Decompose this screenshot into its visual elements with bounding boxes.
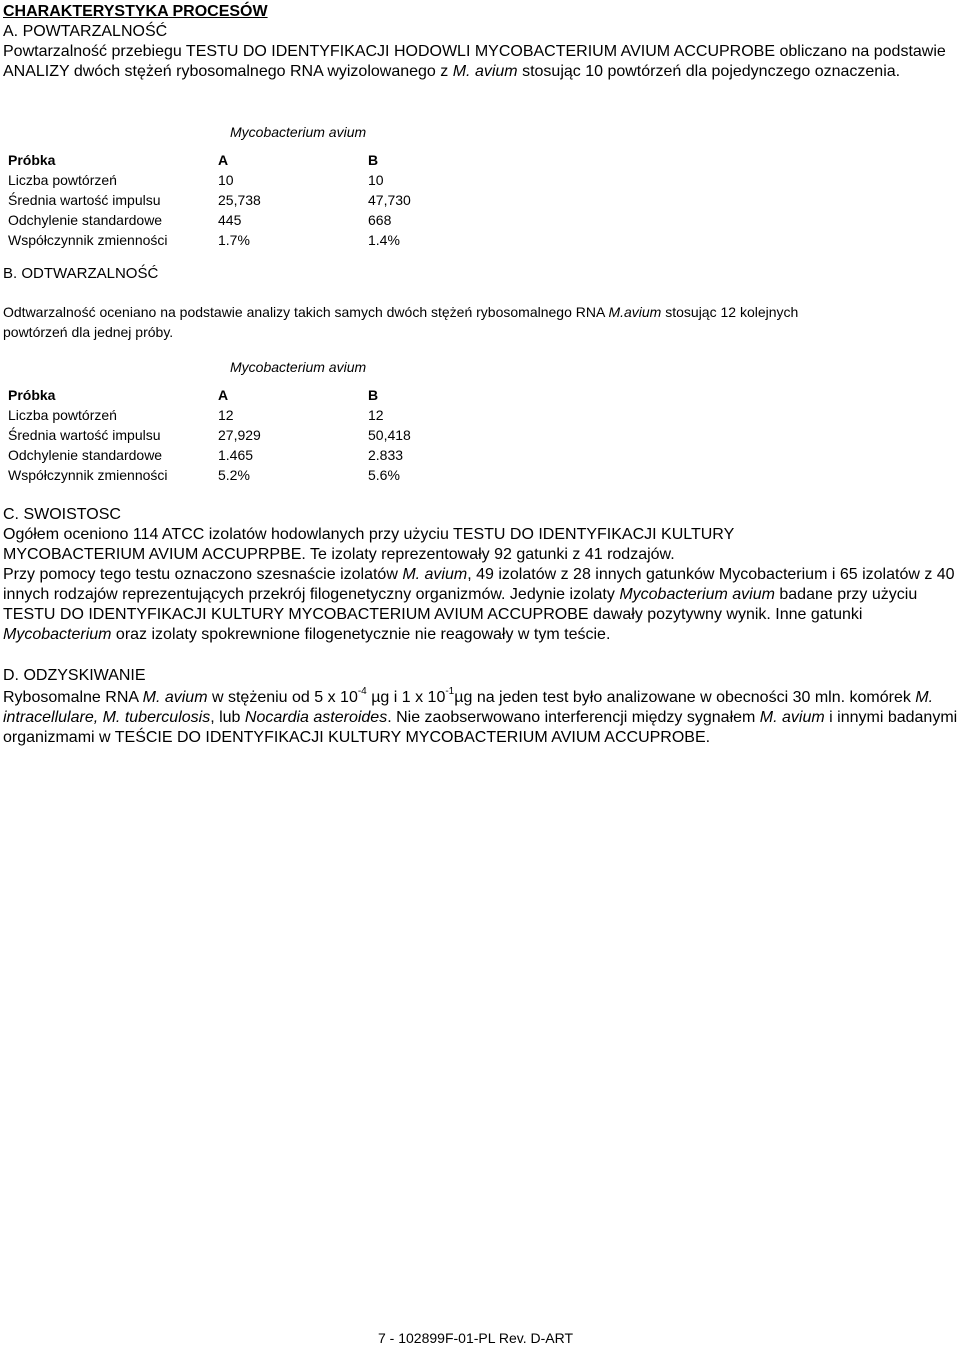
- table-cell: 668: [368, 212, 392, 228]
- table-a-header-cell: A: [218, 152, 229, 168]
- section-c-text: oraz izolaty spokrewnione filogenetycznie nie reagowały w tym teście.: [111, 626, 611, 643]
- document-title: CHARAKTERYSTYKA PROCESÓW: [3, 3, 268, 20]
- table-cell: 1.465: [218, 447, 254, 463]
- section-c-text: badane przy użyciu TESTU DO IDENTYFIKACJI KULTURY MYCOBACTERIUM AVIUM ACCUPROBE dawały pozytywny wynik. Inne gatunki: [3, 586, 918, 623]
- table-a: [3, 150, 488, 250]
- section-c-text-italic: M. avium: [402, 566, 468, 583]
- table-cell: 2.833: [368, 447, 404, 463]
- table-row: [3, 465, 488, 485]
- section-c-text-italic: Mycobacterium: [3, 626, 112, 643]
- table-cell: 10: [368, 172, 384, 188]
- section-d-heading: D. ODZYSKIWANIE: [3, 667, 146, 684]
- table-cell: Współczynnik zmienności: [8, 232, 168, 248]
- section-b-text-2: stosując 12 kolejnych powtórzeń dla jednej próby.: [3, 304, 799, 340]
- table-cell: Liczba powtórzeń: [8, 407, 117, 423]
- table-cell: 1.4%: [368, 232, 400, 248]
- table-cell: Średnia wartość impulsu: [8, 427, 161, 443]
- table-b-header-cell: Próbka: [8, 387, 56, 403]
- section-a-heading: A. POWTARZALNOŚĆ: [3, 23, 168, 40]
- table-b-header-cell: B: [368, 387, 379, 403]
- table-cell: Średnia wartość impulsu: [8, 192, 161, 208]
- section-d-text: , lub: [210, 709, 245, 726]
- table-cell: 1.7%: [218, 232, 250, 248]
- section-c-paragraph-2: [3, 565, 958, 645]
- section-d-text-italic: M. avium: [759, 709, 825, 726]
- table-b-header-cell: A: [218, 387, 229, 403]
- table-b-caption-text: Mycobacterium avium: [230, 359, 367, 375]
- table-row: [3, 445, 488, 465]
- section-d-text-italic: M. intracellulare, M. tuberculosis: [3, 689, 934, 726]
- table-cell: Liczba powtórzeń: [8, 172, 117, 188]
- table-row: [3, 170, 488, 190]
- section-a-text-italic: M. avium: [452, 63, 518, 80]
- section-d-text: µg na jeden test było analizowane w obecności 30 mln. komórek: [454, 689, 916, 706]
- table-b: [3, 385, 488, 485]
- section-c-paragraph-1: Ogółem oceniono 114 ATCC izolatów hodowlanych przy użyciu TESTU DO IDENTYFIKACJI KULTURY MYCOBACTERIUM AVIUM ACCUPRPBE. Te izolaty reprezentowały 92 gatunki z 41 rodzajów.: [3, 526, 734, 563]
- table-row: [3, 190, 488, 210]
- exponent: -4: [357, 685, 367, 697]
- table-a-caption: [230, 122, 366, 142]
- table-a-header-cell: Próbka: [8, 152, 56, 168]
- section-a-paragraph: [3, 42, 958, 82]
- table-row: [3, 230, 488, 250]
- table-cell: 12: [218, 407, 234, 423]
- table-cell: Odchylenie standardowe: [8, 447, 163, 463]
- table-a-caption-text: Mycobacterium avium: [230, 124, 367, 140]
- table-b-caption: [230, 357, 366, 377]
- table-cell: 27,929: [218, 427, 261, 443]
- section-d-text-italic: Nocardia asteroides: [244, 709, 388, 726]
- section-c-text: Przy pomocy tego testu oznaczono szesnaście izolatów: [3, 566, 403, 583]
- table-a-header-row: [3, 150, 488, 170]
- section-d-text-italic: M. avium: [142, 689, 208, 706]
- table-cell: 47,730: [368, 192, 411, 208]
- section-b-text-italic: M.avium: [608, 304, 662, 320]
- page-footer: 7 - 102899F-01-PL Rev. D-ART: [378, 1330, 574, 1346]
- table-cell: 50,418: [368, 427, 411, 443]
- section-b-heading: B. ODTWARZALNOŚĆ: [3, 265, 159, 282]
- section-d-paragraph: [3, 685, 958, 748]
- table-row: [3, 210, 488, 230]
- exponent: -1: [445, 685, 455, 697]
- section-d-text: w stężeniu od 5 x 10: [207, 689, 358, 706]
- table-a-header-cell: B: [368, 152, 379, 168]
- section-c-text-italic: Mycobacterium avium: [619, 586, 775, 603]
- section-a-text-2: stosując 10 powtórzeń dla pojedynczego oznaczenia.: [517, 63, 901, 80]
- table-b-header-row: [3, 385, 488, 405]
- table-cell: 12: [368, 407, 384, 423]
- table-row: [3, 425, 488, 445]
- table-cell: 5.2%: [218, 467, 250, 483]
- section-c-heading: C. SWOISTOSC: [3, 506, 121, 523]
- section-b-text-1: Odtwarzalność oceniano na podstawie analizy takich samych dwóch stężeń rybosomalnego RNA: [3, 304, 609, 320]
- table-row: [3, 405, 488, 425]
- section-b-paragraph: [3, 302, 823, 342]
- section-d-text: Rybosomalne RNA: [3, 689, 143, 706]
- table-cell: 25,738: [218, 192, 261, 208]
- table-cell: Odchylenie standardowe: [8, 212, 163, 228]
- section-d-text: i innymi badanymi organizmami w TEŚCIE DO IDENTYFIKACJI KULTURY MYCOBACTERIUM AVIUM ACCUPROBE.: [3, 709, 958, 746]
- table-cell: 10: [218, 172, 234, 188]
- table-cell: 445: [218, 212, 242, 228]
- table-cell: 5.6%: [368, 467, 400, 483]
- section-c-text: , 49 izolatów z 28 innych gatunków Mycobacterium i 65 izolatów z 40 innych rodzajów reprezentujących przekrój filogenetyczny organizmów. Jedynie izolaty: [3, 566, 955, 603]
- table-cell: Współczynnik zmienności: [8, 467, 168, 483]
- section-d-text: µg i 1 x 10: [366, 689, 446, 706]
- section-d-text: . Nie zaobserwowano interferencji między sygnałem: [387, 709, 760, 726]
- section-a-text-1: Powtarzalność przebiegu TESTU DO IDENTYFIKACJI HODOWLI MYCOBACTERIUM AVIUM ACCUPROBE obliczano na podstawie ANALIZY dwóch stężeń rybosomalnego RNA wyizolowanego z: [3, 43, 946, 80]
